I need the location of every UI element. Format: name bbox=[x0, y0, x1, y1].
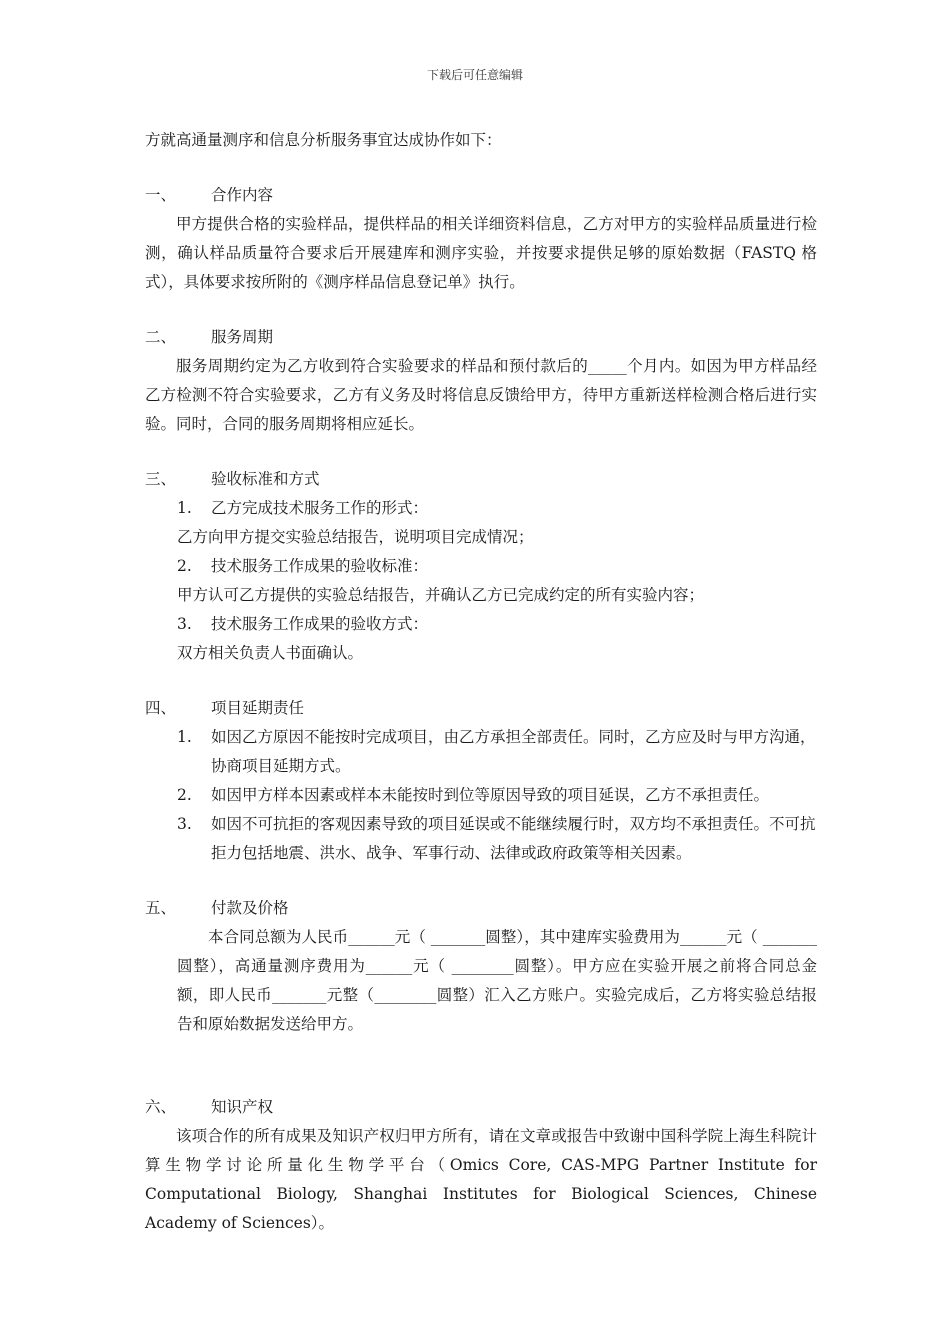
section-2-body: 服务周期约定为乙方收到符合实验要求的样品和预付款后的_____个月内。如因为甲方样品经乙方检测不符合实验要求，乙方有义务及时将信息反馈给甲方，待甲方重新送样检测合格后进行实验。同时，合同的服务周期将相应延长。 bbox=[145, 357, 817, 433]
section-1-heading bbox=[145, 181, 817, 210]
list-item-text: 如因甲方样本因素或样本未能按时到位等原因导致的项目延误，乙方不承担责任。 bbox=[211, 786, 770, 804]
list-item-text: 技术服务工作成果的验收方式： bbox=[211, 615, 429, 633]
list-item bbox=[145, 810, 817, 868]
section-number: 一、 bbox=[145, 186, 177, 204]
list-item bbox=[145, 781, 817, 810]
list-item-text: 如因乙方原因不能按时完成项目，由乙方承担全部责任。同时，乙方应及时与甲方沟通，协商项目延期方式。 bbox=[211, 728, 816, 775]
document-body bbox=[145, 126, 817, 1238]
list-item-detail: 双方相关负责人书面确认。 bbox=[177, 644, 364, 662]
list-item-text: 如因不可抗拒的客观因素导致的项目延误或不能继续履行时，双方均不承担责任。不可抗拒力包括地震、洪水、战争、军事行动、法律或政府政策等相关因素。 bbox=[211, 815, 816, 862]
section-6-body: 该项合作的所有成果及知识产权归甲方所有，请在文章或报告中致谢中国科学院上海生科院计算生物学讨论所量化生物学平台（Omics Core, CAS-MPG Partner Institute for Computational Biology, Shanghai Institutes for Biological Sciences, Chinese Academy of Sciences）。 bbox=[145, 1127, 817, 1232]
section-title: 付款及价格 bbox=[211, 899, 289, 917]
section-title: 合作内容 bbox=[211, 186, 274, 204]
list-item-number: 3. bbox=[177, 615, 192, 633]
section-5-body: 本合同总额为人民币______元（ _______圆整），其中建库实验费用为______元（ _______圆整），高通量测序费用为______元（ ________圆整）。甲方应在实验开展之前将合同总金额，即人民币_______元整（________圆整）汇入乙方账户。实验完成后，乙方将实验总结报告和原始数据发送给甲方。 bbox=[177, 928, 817, 1033]
page-header: 下载后可任意编辑 bbox=[426, 68, 523, 82]
section-number: 二、 bbox=[145, 328, 177, 346]
section-number: 五、 bbox=[145, 899, 177, 917]
section-title: 项目延期责任 bbox=[211, 699, 305, 717]
list-item bbox=[145, 610, 817, 639]
list-item-number: 3. bbox=[177, 815, 192, 833]
section-title: 验收标准和方式 bbox=[211, 470, 320, 488]
list-item-number: 2. bbox=[177, 786, 192, 804]
section-2-heading bbox=[145, 323, 817, 352]
section-number: 六、 bbox=[145, 1098, 177, 1116]
list-item bbox=[145, 494, 817, 523]
list-item bbox=[145, 723, 817, 781]
section-3-heading bbox=[145, 465, 817, 494]
intro-paragraph: 方就高通量测序和信息分析服务事宜达成协作如下： bbox=[145, 131, 502, 149]
list-item-number: 1. bbox=[177, 499, 192, 517]
list-item-text: 乙方完成技术服务工作的形式： bbox=[211, 499, 429, 517]
section-6-heading bbox=[145, 1093, 817, 1122]
list-item-number: 1. bbox=[177, 728, 192, 746]
section-1-body: 甲方提供合格的实验样品，提供样品的相关详细资料信息，乙方对甲方的实验样品质量进行检测，确认样品质量符合要求后开展建库和测序实验，并按要求提供足够的原始数据（FASTQ 格式），具体要求按所附的《测序样品信息登记单》执行。 bbox=[145, 215, 817, 291]
list-item-text: 技术服务工作成果的验收标准： bbox=[211, 557, 429, 575]
section-4-heading bbox=[145, 694, 817, 723]
list-item-number: 2. bbox=[177, 557, 192, 575]
list-item bbox=[145, 552, 817, 581]
list-item-detail: 乙方向甲方提交实验总结报告，说明项目完成情况； bbox=[177, 528, 534, 546]
section-title: 知识产权 bbox=[211, 1098, 274, 1116]
section-5-heading bbox=[145, 894, 817, 923]
section-number: 三、 bbox=[145, 470, 177, 488]
section-title: 服务周期 bbox=[211, 328, 274, 346]
list-item-detail: 甲方认可乙方提供的实验总结报告，并确认乙方已完成约定的所有实验内容； bbox=[177, 586, 705, 604]
section-number: 四、 bbox=[145, 699, 177, 717]
